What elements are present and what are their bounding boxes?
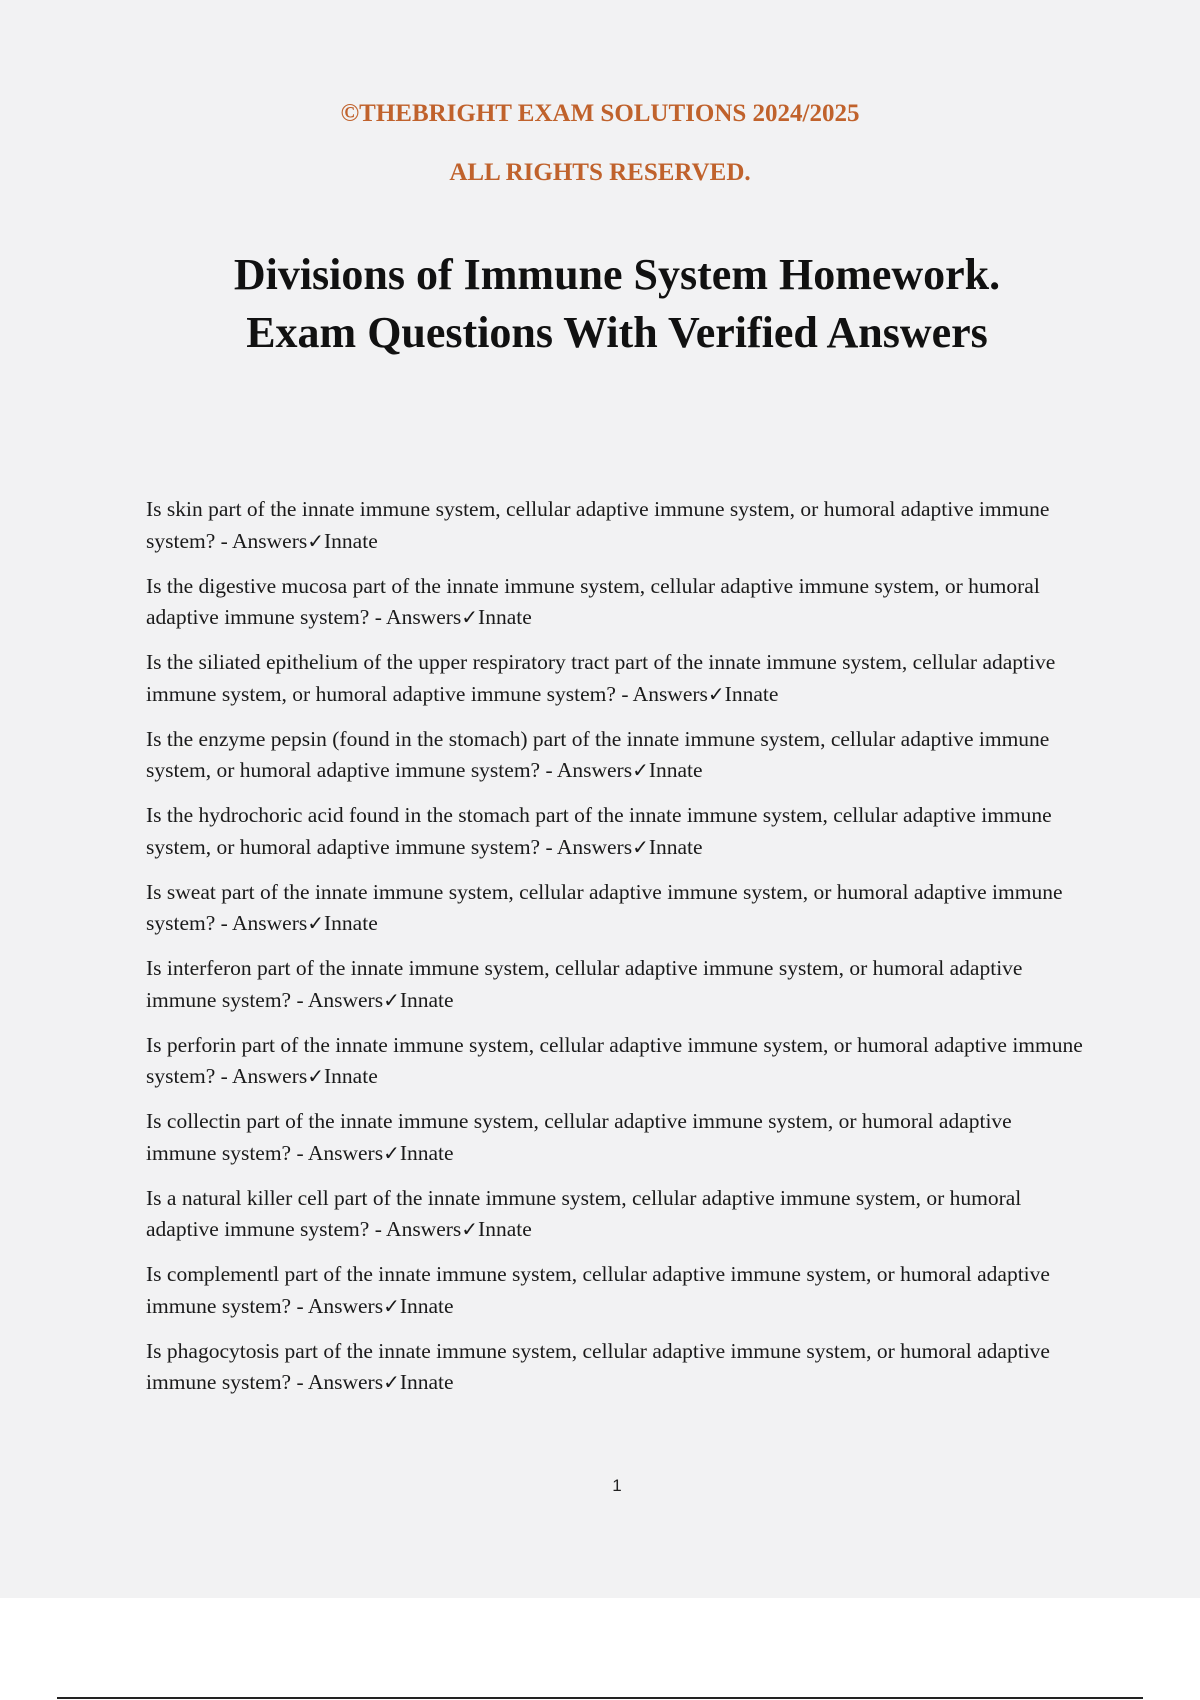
checkmark-icon: ✓ xyxy=(632,758,649,782)
document-title xyxy=(0,246,1200,362)
answer-separator: - Answers xyxy=(291,1140,384,1165)
checkmark-icon: ✓ xyxy=(632,834,649,859)
rights-notice: ALL RIGHTS RESERVED. xyxy=(449,159,751,186)
qa-item xyxy=(146,647,1086,710)
answer-separator: - Answers xyxy=(615,681,708,706)
answer-separator: - Answers xyxy=(215,911,308,935)
checkmark-icon: ✓ xyxy=(707,681,725,706)
document-title-line-1: Divisions of Immune System Homework. xyxy=(233,250,1001,299)
question-text: Is collectin part of the innate immune system, cellular adaptive immune system, or humoral adaptive immune system? xyxy=(146,1109,1012,1165)
question-text: Is interferon part of the innate immune system, cellular adaptive immune system, or humoral adaptive immune system? xyxy=(146,956,1023,1012)
checkmark-icon: ✓ xyxy=(461,605,479,629)
page-number: 1 xyxy=(612,1476,622,1495)
checkmark-icon: ✓ xyxy=(307,528,325,553)
answer-text: Innate xyxy=(724,681,779,706)
question-text: Is the hydrochoric acid found in the stomach part of the innate immune system, cellular adaptive immune system, or humoral adaptive immune system? xyxy=(146,803,1052,859)
answer-text: Innate xyxy=(478,605,532,629)
answer-separator: - Answers xyxy=(291,1370,384,1394)
qa-item xyxy=(146,1106,1086,1169)
checkmark-icon: ✓ xyxy=(307,1064,325,1088)
answer-separator: - Answers xyxy=(215,528,308,553)
question-text: Is phagocytosis part of the innate immune system, cellular adaptive immune system, or humoral adaptive immune system? xyxy=(146,1338,1050,1394)
answer-text: Innate xyxy=(324,911,378,935)
checkmark-icon: ✓ xyxy=(461,1217,479,1241)
qa-item xyxy=(146,494,1086,557)
answer-text: Innate xyxy=(399,1140,454,1165)
answer-separator: - Answers xyxy=(540,834,633,859)
checkmark-icon: ✓ xyxy=(383,1140,400,1165)
answer-text: Innate xyxy=(324,528,378,553)
answer-text: Innate xyxy=(478,1217,532,1241)
qa-item xyxy=(146,877,1086,940)
next-page-divider xyxy=(57,1697,1143,1699)
answer-text: Innate xyxy=(324,1064,378,1088)
question-text: Is the digestive mucosa part of the innate immune system, cellular adaptive immune system, or humoral adaptive immune system? xyxy=(146,573,1040,629)
qa-item xyxy=(146,571,1086,634)
qa-item xyxy=(146,1336,1086,1399)
checkmark-icon: ✓ xyxy=(383,987,400,1012)
qa-item xyxy=(146,800,1086,863)
answer-text: Innate xyxy=(399,1370,454,1394)
question-text: Is the siliated epithelium of the upper respiratory tract part of the innate immune system, cellular adaptive immune system, or humoral adaptive immune system? xyxy=(146,650,1056,706)
question-text: Is sweat part of the innate immune system, cellular adaptive immune system, or humoral adaptive immune system? xyxy=(146,879,1063,935)
answer-text: Innate xyxy=(399,1293,454,1318)
answer-text: Innate xyxy=(648,834,703,859)
qa-item xyxy=(146,1183,1086,1246)
answer-separator: - Answers xyxy=(291,1293,384,1318)
answer-separator: - Answers xyxy=(369,1217,462,1241)
answer-separator: - Answers xyxy=(540,758,633,782)
question-text: Is complementl part of the innate immune system, cellular adaptive immune system, or humoral adaptive immune system? xyxy=(146,1262,1050,1318)
qa-item xyxy=(146,724,1086,787)
document-title-line-2: Exam Questions With Verified Answers xyxy=(246,308,988,357)
question-text: Is the enzyme pepsin (found in the stomach) part of the innate immune system, cellular adaptive immune system, or humoral adaptive immune system? xyxy=(146,726,1050,782)
answer-separator: - Answers xyxy=(291,987,384,1012)
answer-separator: - Answers xyxy=(215,1064,308,1088)
checkmark-icon: ✓ xyxy=(307,911,325,935)
question-answer-list xyxy=(146,494,1086,1412)
qa-item xyxy=(146,1030,1086,1093)
qa-item xyxy=(146,1259,1086,1322)
checkmark-icon: ✓ xyxy=(383,1370,400,1394)
qa-item xyxy=(146,953,1086,1016)
question-text: Is skin part of the innate immune system, cellular adaptive immune system, or humoral adaptive immune system? xyxy=(146,497,1050,553)
question-text: Is a natural killer cell part of the innate immune system, cellular adaptive immune system, or humoral adaptive immune system? xyxy=(146,1185,1022,1241)
answer-text: Innate xyxy=(648,758,703,782)
question-text: Is perforin part of the innate immune system, cellular adaptive immune system, or humoral adaptive immune system? xyxy=(146,1032,1083,1088)
checkmark-icon: ✓ xyxy=(383,1293,400,1318)
answer-text: Innate xyxy=(399,987,454,1012)
answer-separator: - Answers xyxy=(369,605,462,629)
copyright-notice: ©THEBRIGHT EXAM SOLUTIONS 2024/2025 xyxy=(340,100,860,127)
